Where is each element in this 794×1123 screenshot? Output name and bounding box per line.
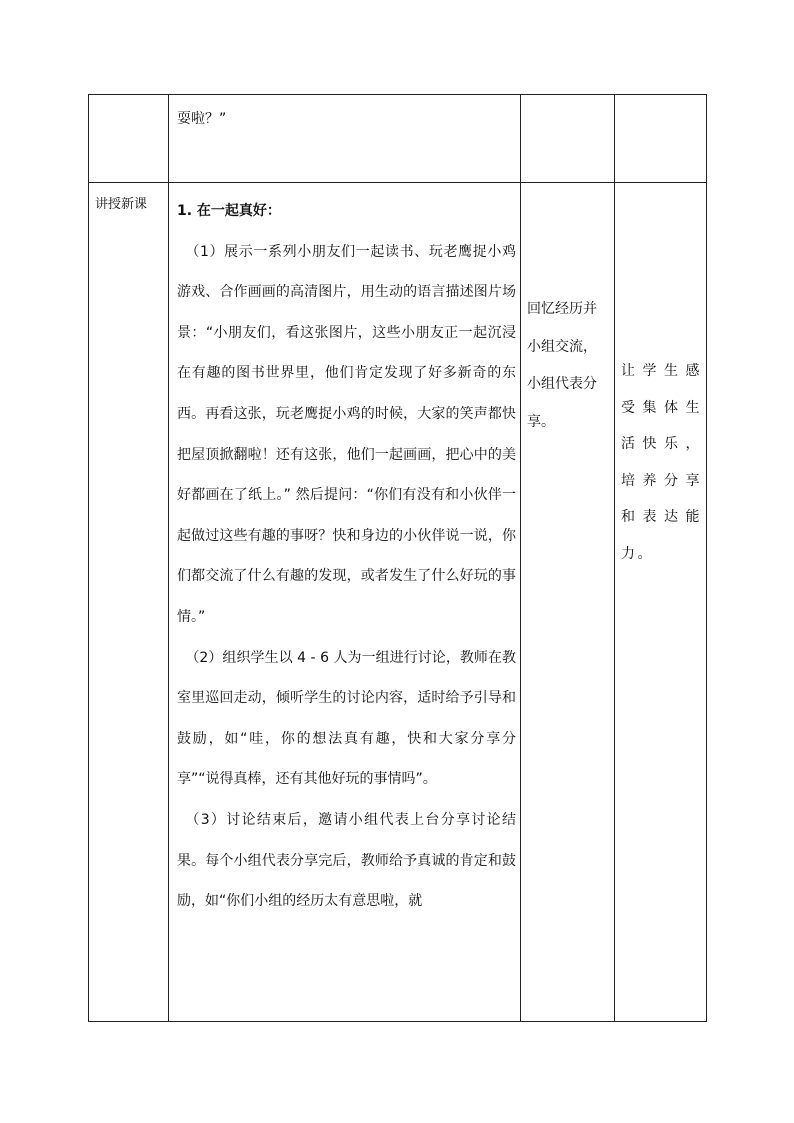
- content-text: 耍啦？”: [177, 111, 227, 127]
- intent-cell: [615, 183, 707, 1022]
- activity-cell: [521, 183, 615, 1022]
- stage-label: 讲授新课: [95, 197, 148, 212]
- content-cell: [169, 95, 521, 183]
- intent-cell: [615, 95, 707, 183]
- table-row: [89, 95, 707, 183]
- table-row: [89, 183, 707, 1022]
- student-activity: 回忆经历并小组交流，小组代表分享。: [527, 301, 597, 430]
- activity-cell: [521, 95, 615, 183]
- stage-cell-empty: [89, 95, 169, 183]
- content-paragraph: （2）组织学生以 4 - 6 人为一组进行讨论，教师在教室里巡回走动，倾听学生的讨论内容，适时给予引导和鼓励，如“哇，你的想法真有趣，快和大家分享分享”“说得真棒，还有其他好玩的事情吗”。: [177, 649, 516, 788]
- section-heading: 1. 在一起真好：: [177, 203, 281, 219]
- content-paragraph: （3）讨论结束后，邀请小组代表上台分享讨论结果。每个小组代表分享完后，教师给予真诚的肯定和鼓励，如“你们小组的经历太有意思啦，就: [177, 811, 516, 910]
- design-intent: 让学生感受集体生活快乐，培养分享和表达能力。: [621, 363, 702, 562]
- teaching-content: [169, 183, 520, 922]
- content-cell: [169, 183, 521, 1022]
- stage-cell: [89, 183, 169, 1022]
- lesson-plan-table: [88, 94, 707, 1022]
- content-paragraph: （1）展示一系列小朋友们一起读书、玩老鹰捉小鸡游戏、合作画画的高清图片，用生动的语言描述图片场景：“小朋友们，看这张图片，这些小朋友正一起沉浸在有趣的图书世界里，他们肯定发现了好多新奇的东西。再看这张，玩老鹰捉小鸡的时候，大家的笑声都快把屋顶掀翻啦！还有这张，他们一起画画，把心中的美好都画在了纸上。” 然后提问：“你们有没有和小伙伴一起做过这些有趣的事呀？快和身边的小伙伴说一说，你们都交流了什么有趣的发现，或者发生了什么好玩的事情。”: [177, 243, 516, 625]
